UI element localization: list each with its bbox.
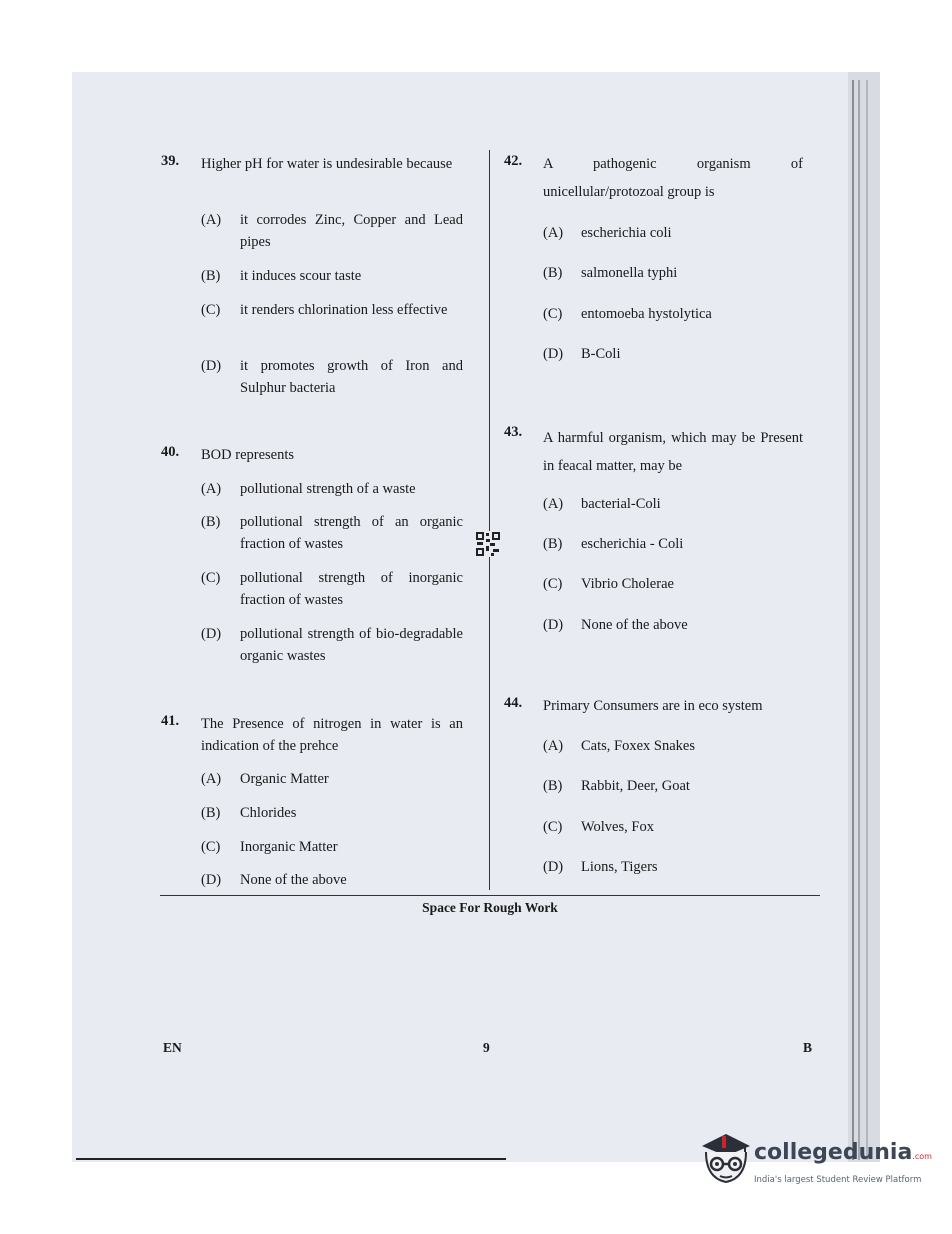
collegedunia-mascot-icon	[696, 1128, 754, 1190]
question-39-option-d: (D) it promotes growth of Iron and Sulphur bacteria	[201, 358, 463, 396]
question-42-number: 42.	[504, 153, 523, 169]
question-40-text: BOD represents	[201, 447, 295, 463]
question-43-text: A harmful organism, which may be Present in feacal matter, may be	[543, 430, 803, 474]
page-edge-line	[852, 80, 854, 1160]
rough-work-rule	[160, 895, 820, 896]
qr-code-icon	[475, 531, 501, 557]
question-39-option-a: (A) it corrodes Zinc, Copper and Lead pipes	[201, 212, 463, 250]
question-43-option-a: (A) bacterial-Coli	[543, 496, 661, 512]
question-44-option-b: (B) Rabbit, Deer, Goat	[543, 778, 690, 794]
question-41-number: 41.	[161, 713, 180, 729]
question-44-option-d: (D) Lions, Tigers	[543, 859, 658, 875]
question-44-text: Primary Consumers are in eco system	[543, 698, 763, 714]
question-40-option-c: (C) pollutional strength of inorganic fraction of wastes	[201, 570, 463, 608]
collegedunia-logo-text: collegedunia.com	[754, 1140, 932, 1165]
question-40-option-d: (D) pollutional strength of bio-degradable organic wastes	[201, 626, 463, 664]
question-42-option-b: (B) salmonella typhi	[543, 265, 678, 281]
collegedunia-logo-suffix: .com	[912, 1152, 932, 1161]
question-41-option-b: (B) Chlorides	[201, 805, 297, 821]
question-41-option-d: (D) None of the above	[201, 872, 347, 888]
question-39-option-c: (C) it renders chlorination less effective	[201, 302, 448, 318]
question-42-text-line: A pathogenic organism of	[543, 156, 803, 172]
question-41-option-c: (C) Inorganic Matter	[201, 839, 338, 855]
question-43-option-c: (C) Vibrio Cholerae	[543, 576, 674, 592]
question-41-option-a: (A) Organic Matter	[201, 771, 329, 787]
question-42-text-cont: unicellular/protozoal group is	[543, 184, 715, 200]
question-40-number: 40.	[161, 444, 180, 460]
question-43-number: 43.	[504, 424, 523, 440]
question-40-option-a: (A) pollutional strength of a waste	[201, 481, 416, 497]
bottom-rule	[76, 1158, 506, 1160]
column-divider	[489, 150, 490, 890]
question-39-option-b: (B) it induces scour taste	[201, 268, 362, 284]
footer-series: B	[803, 1040, 813, 1055]
page-edge-line	[858, 80, 860, 1160]
rough-work-heading: Space For Rough Work	[422, 900, 558, 915]
question-39-number: 39.	[161, 153, 180, 169]
question-43-option-d: (D) None of the above	[543, 617, 688, 633]
question-42-option-c: (C) entomoeba hystolytica	[543, 306, 712, 322]
collegedunia-tagline: India's largest Student Review Platform	[754, 1175, 922, 1185]
question-39-text: Higher pH for water is undesirable because	[201, 156, 453, 172]
question-43-option-b: (B) escherichia - Coli	[543, 536, 684, 552]
question-41-text: The Presence of nitrogen in water is an indication of the prehce	[201, 716, 463, 754]
question-44-number: 44.	[504, 695, 523, 711]
footer-page-number: 9	[483, 1040, 490, 1055]
question-42-option-a: (A) escherichia coli	[543, 225, 672, 241]
question-44-option-c: (C) Wolves, Fox	[543, 819, 654, 835]
question-40-option-b: (B) pollutional strength of an organic fraction of wastes	[201, 514, 463, 552]
question-44-option-a: (A) Cats, Foxex Snakes	[543, 738, 695, 754]
page-edge-line	[866, 80, 868, 1160]
footer-language: EN	[163, 1040, 182, 1055]
question-42-option-d: (D) B-Coli	[543, 346, 621, 362]
